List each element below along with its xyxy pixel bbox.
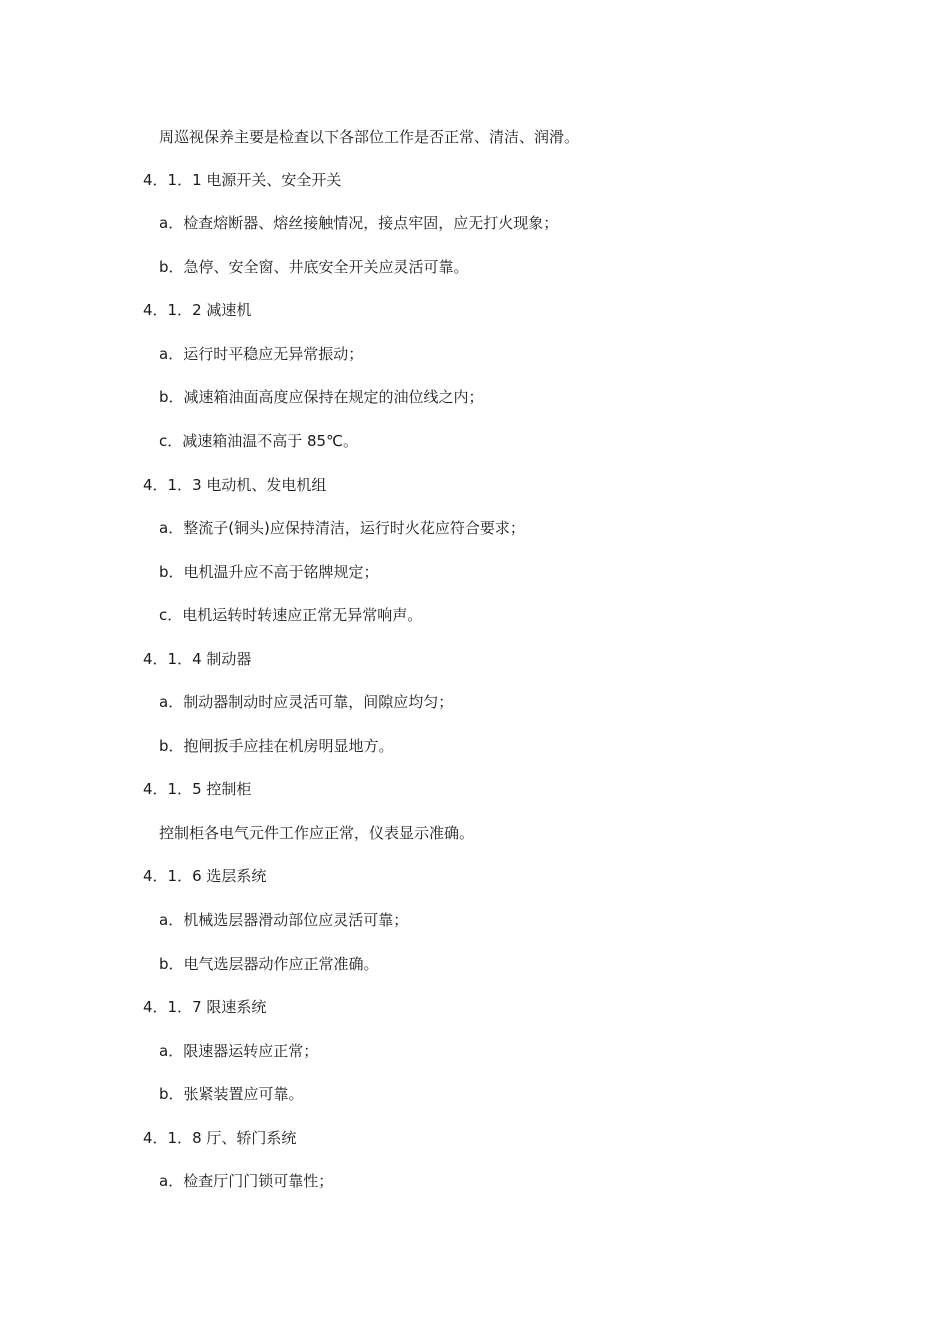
section-heading-4-1-5: 4．1．5 控制柜 — [143, 780, 252, 798]
section-heading-4-1-7: 4．1．7 限速系统 — [143, 998, 267, 1016]
section-item: b．张紧装置应可靠。 — [159, 1085, 304, 1103]
section-heading-4-1-3: 4．1．3 电动机、发电机组 — [143, 476, 327, 494]
section-heading-4-1-6: 4．1．6 选层系统 — [143, 867, 267, 885]
section-item: a．检查熔断器、熔丝接触情况，接点牢固，应无打火现象； — [159, 214, 559, 232]
section-heading-4-1-8: 4．1．8 厅、轿门系统 — [143, 1129, 297, 1147]
section-item: a．检查厅门门锁可靠性； — [159, 1172, 334, 1190]
section-item: c．电机运转时转速应正常无异常响声。 — [159, 606, 423, 624]
section-item: b．减速箱油面高度应保持在规定的油位线之内； — [159, 388, 484, 406]
section-heading-4-1-1: 4．1．1 电源开关、安全开关 — [143, 171, 342, 189]
section-item: a．制动器制动时应灵活可靠，间隙应均匀； — [159, 693, 454, 711]
section-item: a．限速器运转应正常； — [159, 1042, 319, 1060]
section-item: b．电机温升应不高于铭牌规定； — [159, 563, 379, 581]
section-item: a．整流子(铜头)应保持清洁，运行时火花应符合要求； — [159, 519, 525, 537]
section-item: 控制柜各电气元件工作应正常，仪表显示准确。 — [159, 824, 475, 842]
intro-paragraph: 周巡视保养主要是检查以下各部位工作是否正常、清洁、润滑。 — [159, 128, 580, 146]
section-heading-4-1-4: 4．1．4 制动器 — [143, 650, 252, 668]
section-item: a．运行时平稳应无异常振动； — [159, 345, 364, 363]
section-heading-4-1-2: 4．1．2 减速机 — [143, 301, 252, 319]
section-item: c．减速箱油温不高于 85℃。 — [159, 432, 358, 450]
section-item: b．抱闸扳手应挂在机房明显地方。 — [159, 737, 394, 755]
section-item: b．急停、安全窗、井底安全开关应灵活可靠。 — [159, 258, 469, 276]
section-item: a．机械选层器滑动部位应灵活可靠； — [159, 911, 409, 929]
section-item: b．电气选层器动作应正常准确。 — [159, 955, 379, 973]
